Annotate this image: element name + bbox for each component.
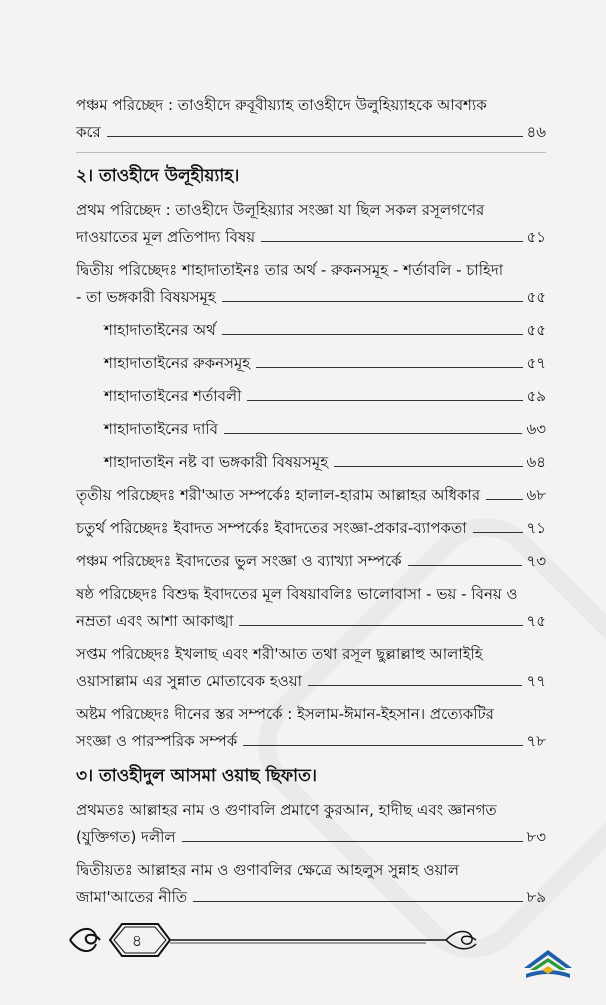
toc-subentry-title: শাহাদাতাইনের শর্তাবলী: [104, 387, 242, 405]
leader-line: [243, 744, 522, 746]
leader-line: [334, 465, 522, 467]
toc-subentry: [76, 317, 546, 344]
page-ref: ৫৯: [526, 387, 546, 405]
leader-line: [193, 900, 522, 902]
leader-line: [222, 300, 523, 302]
toc-entry-title: দ্বিতীয়তঃ আল্লাহর নাম ও গুণাবলির ক্ষেত্রে আহলুস সুন্নাহ ওয়াল: [76, 861, 459, 879]
leader-line: [256, 366, 522, 368]
page-ref: ৭৮: [526, 732, 546, 750]
toc-entry-title-cont: জামা'আতের নীতি: [76, 888, 188, 906]
page-ref: ৫১: [526, 228, 546, 246]
leader-line: [182, 840, 523, 842]
page-ref: ৭৫: [526, 612, 546, 630]
page-ref: ৮৯: [526, 888, 546, 906]
page-ref: ৬৩: [526, 420, 546, 438]
leader-line: [261, 240, 522, 242]
leader-line: [107, 135, 523, 137]
toc-subentry-title: শাহাদাতাইন নষ্ট বা ভঙ্গকারী বিষয়সমূহ: [104, 453, 329, 471]
page-ref: ৭৭: [526, 672, 546, 690]
page-footer-ornament: [66, 918, 486, 962]
toc-entry-title-cont: করে: [76, 123, 101, 141]
page-ref: ৫৭: [526, 354, 546, 372]
toc-entry-title: পঞ্চম পরিচ্ছেদঃ ইবাদতের ভুল সংজ্ঞা ও ব্যাখ্যা সম্পর্কে: [76, 552, 402, 570]
toc-subentry: [76, 383, 546, 410]
section-heading: ২। তাওহীদে উলূহীয়্যাহ।: [76, 166, 240, 186]
leader-line: [224, 432, 523, 434]
toc-entry-title-cont: দাওয়াতের মূল প্রতিপাদ্য বিষয়: [76, 228, 256, 246]
toc-entry: [76, 515, 546, 542]
page-ref: ৪৬: [526, 123, 546, 141]
toc-entry-title: অষ্টম পরিচ্ছেদঃ দীনের স্তর সম্পর্কে : ইসলাম-ঈমান-ইহসান। প্রত্যেকটির: [76, 705, 494, 723]
leader-line: [247, 399, 522, 401]
page-ref: ৫৫: [526, 288, 546, 306]
toc-entry: [76, 257, 546, 311]
leader-line: [308, 684, 522, 686]
page-ref: ৬৮: [526, 486, 546, 504]
toc-subentry-title: শাহাদাতাইনের রুকনসমূহ: [104, 354, 251, 372]
toc-entry: [76, 197, 546, 251]
page-ref: ৬৪: [526, 453, 546, 471]
toc-entry-title-cont: ওয়াসাল্লাম এর সুন্নাত মোতাবেক হওয়া: [76, 672, 302, 690]
leader-line: [239, 624, 522, 626]
leader-line: [486, 498, 522, 500]
toc-entry-title: তৃতীয় পরিচ্ছেদঃ শরী'আত সম্পর্কেঃ হালাল-হারাম আল্লাহর অধিকার: [76, 486, 481, 504]
toc-subentry-title: শাহাদাতাইনের অর্থ: [104, 321, 216, 339]
leader-line: [473, 531, 523, 533]
toc-subentry: [76, 350, 546, 377]
toc-entry-title: চতুর্থ পরিচ্ছেদঃ ইবাদত সম্পর্কেঃ ইবাদতের সংজ্ঞা-প্রকার-ব্যাপকতা: [76, 519, 467, 537]
publisher-logo-icon: [520, 944, 576, 984]
page-ref: ৭৩: [526, 552, 546, 570]
toc-entry-title: পঞ্চম পরিচ্ছেদ : তাওহীদে রুবূবীয়্যাহ তাওহীদে উলুহিয়্যাহকে আবশ্যক: [76, 96, 487, 114]
divider: [76, 152, 546, 153]
toc-entry: [76, 482, 546, 509]
toc-subentry-title: শাহাদাতাইনের দাবি: [104, 420, 218, 438]
toc-entry: [76, 701, 546, 755]
toc-entry-title-cont: নম্রতা এবং আশা আকাঙ্খা: [76, 612, 234, 630]
page-number: ৪: [131, 931, 143, 950]
toc-entry-title-cont: (যুক্তিগত) দলীল: [76, 828, 176, 846]
toc-entry-title: প্রথমতঃ আল্লাহর নাম ও গুণাবলি প্রমাণে কুরআন, হাদীছ এবং জ্ঞানগত: [76, 801, 497, 819]
toc-entry-title-cont: - তা ভঙ্গকারী বিষয়সমূহ: [76, 288, 216, 306]
section-heading: ৩। তাওহীদুল আসমা ওয়াছ ছিফাত।: [76, 766, 317, 786]
toc-entry: [76, 581, 546, 635]
toc-entry-title: ষষ্ঠ পরিচ্ছেদঃ বিশুদ্ধ ইবাদতের মূল বিষয়াবলিঃ ভালোবাসা - ভয় - বিনয় ও: [76, 585, 518, 603]
toc-entry: [76, 548, 546, 575]
toc-entry: [76, 857, 546, 911]
table-of-contents: [76, 92, 546, 917]
leader-line: [222, 333, 523, 335]
toc-entry-title: সপ্তম পরিচ্ছেদঃ ইখলাছ এবং শরী'আত তথা রসূল ছুল্লাল্লাহু আলাইহি: [76, 645, 483, 663]
toc-entry: [76, 797, 546, 851]
toc-entry-title: প্রথম পরিচ্ছেদ : তাওহীদে উলূহিয়্যার সংজ্ঞা যা ছিল সকল রসূলগণের: [76, 201, 485, 219]
toc-entry: [76, 92, 546, 146]
toc-entry-title-cont: সংজ্ঞা ও পারস্পরিক সম্পর্ক: [76, 732, 238, 750]
page-ref: ৫৫: [526, 321, 546, 339]
toc-subentry: [76, 416, 546, 443]
toc-subentry: [76, 449, 546, 476]
toc-entry: [76, 641, 546, 695]
leader-line: [408, 564, 523, 566]
page-ref: ৭১: [526, 519, 546, 537]
page-ref: ৮৩: [526, 828, 546, 846]
toc-entry-title: দ্বিতীয় পরিচ্ছেদঃ শাহাদাতাইনঃ তার অর্থ - রুকনসমূহ - শর্তাবলি - চাহিদা: [76, 261, 504, 279]
